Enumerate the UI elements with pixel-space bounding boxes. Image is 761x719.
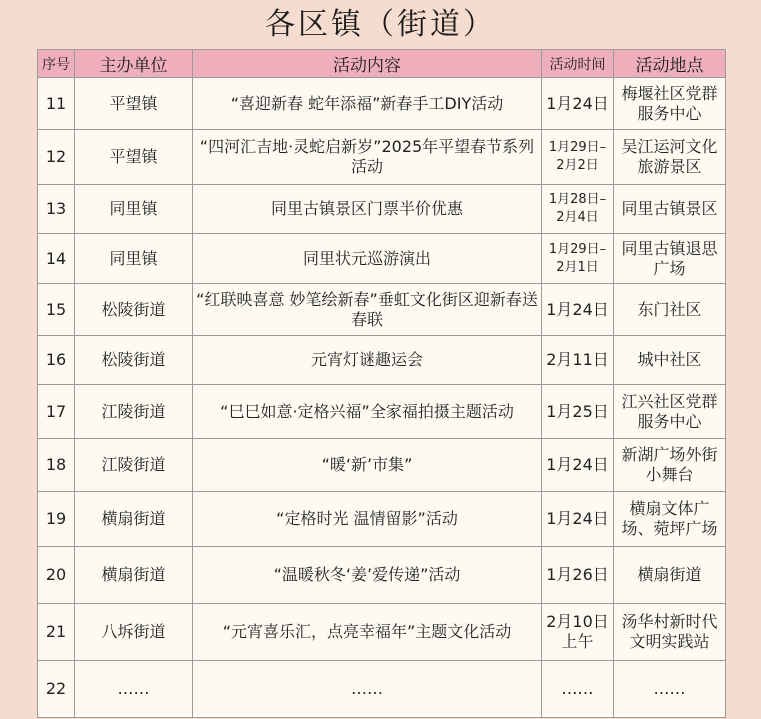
row-organizer: 横扇街道 [75,492,193,547]
row-no: 22 [38,661,75,718]
row-content: “暖‘新’市集” [193,439,542,492]
row-content: 同里状元巡游演出 [193,234,542,284]
row-organizer: 平望镇 [75,78,193,130]
row-organizer: …… [75,661,193,718]
row-place: 吴江运河文化旅游景区 [614,130,726,185]
table-row [38,439,726,492]
row-content: “定格时光 温情留影”活动 [193,492,542,547]
row-organizer: 同里镇 [75,234,193,284]
row-organizer: 江陵街道 [75,385,193,439]
row-place: 城中社区 [614,336,726,385]
row-time: 1月29日–2月1日 [542,234,614,284]
row-time: 1月24日 [542,78,614,130]
row-time: 1月26日 [542,547,614,604]
row-no: 20 [38,547,75,604]
header-place: 活动地点 [614,50,726,78]
activity-table [37,49,726,718]
row-time: 1月28日–2月4日 [542,185,614,234]
table-row [38,492,726,547]
header-no: 序号 [38,50,75,78]
row-content: 同里古镇景区门票半价优惠 [193,185,542,234]
row-content: “四河汇吉地·灵蛇启新岁”2025年平望春节系列活动 [193,130,542,185]
row-content: 元宵灯谜趣运会 [193,336,542,385]
row-place: 汤华村新时代文明实践站 [614,604,726,661]
row-organizer: 同里镇 [75,185,193,234]
row-no: 18 [38,439,75,492]
row-place: 东门社区 [614,284,726,336]
row-organizer: 八坼街道 [75,604,193,661]
table-row [38,78,726,130]
row-place: 新湖广场外街小舞台 [614,439,726,492]
row-organizer: 江陵街道 [75,439,193,492]
table-row [38,234,726,284]
row-place: 梅堰社区党群服务中心 [614,78,726,130]
row-time: 1月24日 [542,284,614,336]
row-time: …… [542,661,614,718]
row-time: 1月25日 [542,385,614,439]
table-row [38,385,726,439]
row-no: 12 [38,130,75,185]
row-no: 21 [38,604,75,661]
row-time: 1月24日 [542,439,614,492]
header-organizer: 主办单位 [75,50,193,78]
row-no: 13 [38,185,75,234]
row-content: “元宵喜乐汇，点亮幸福年”主题文化活动 [193,604,542,661]
row-no: 16 [38,336,75,385]
table-row [38,336,726,385]
row-place: …… [614,661,726,718]
table-header-row [38,50,726,78]
page-title: 各区镇（街道） [265,7,496,42]
row-place: 同里古镇景区 [614,185,726,234]
table-row [38,661,726,718]
row-time: 1月29日–2月2日 [542,130,614,185]
row-organizer: 平望镇 [75,130,193,185]
row-content: “温暖秋冬‘姜’爱传递”活动 [193,547,542,604]
row-place: 江兴社区党群服务中心 [614,385,726,439]
row-content: “红联映喜意 妙笔绘新春”垂虹文化街区迎新春送春联 [193,284,542,336]
row-content: …… [193,661,542,718]
row-place: 同里古镇退思广场 [614,234,726,284]
row-place: 横扇文体广场、菀坪广场 [614,492,726,547]
row-organizer: 松陵街道 [75,336,193,385]
row-place: 横扇街道 [614,547,726,604]
table-row [38,284,726,336]
row-time: 2月10日上午 [542,604,614,661]
table-row [38,130,726,185]
row-no: 19 [38,492,75,547]
row-no: 14 [38,234,75,284]
row-organizer: 松陵街道 [75,284,193,336]
row-no: 11 [38,78,75,130]
row-content: “喜迎新春 蛇年添福”新春手工DIY活动 [193,78,542,130]
row-time: 2月11日 [542,336,614,385]
header-time: 活动时间 [542,50,614,78]
row-no: 17 [38,385,75,439]
row-no: 15 [38,284,75,336]
row-organizer: 横扇街道 [75,547,193,604]
table-row [38,604,726,661]
row-time: 1月24日 [542,492,614,547]
header-content: 活动内容 [193,50,542,78]
table-row [38,185,726,234]
table-row [38,547,726,604]
row-content: “巳巳如意·定格兴福”全家福拍摄主题活动 [193,385,542,439]
